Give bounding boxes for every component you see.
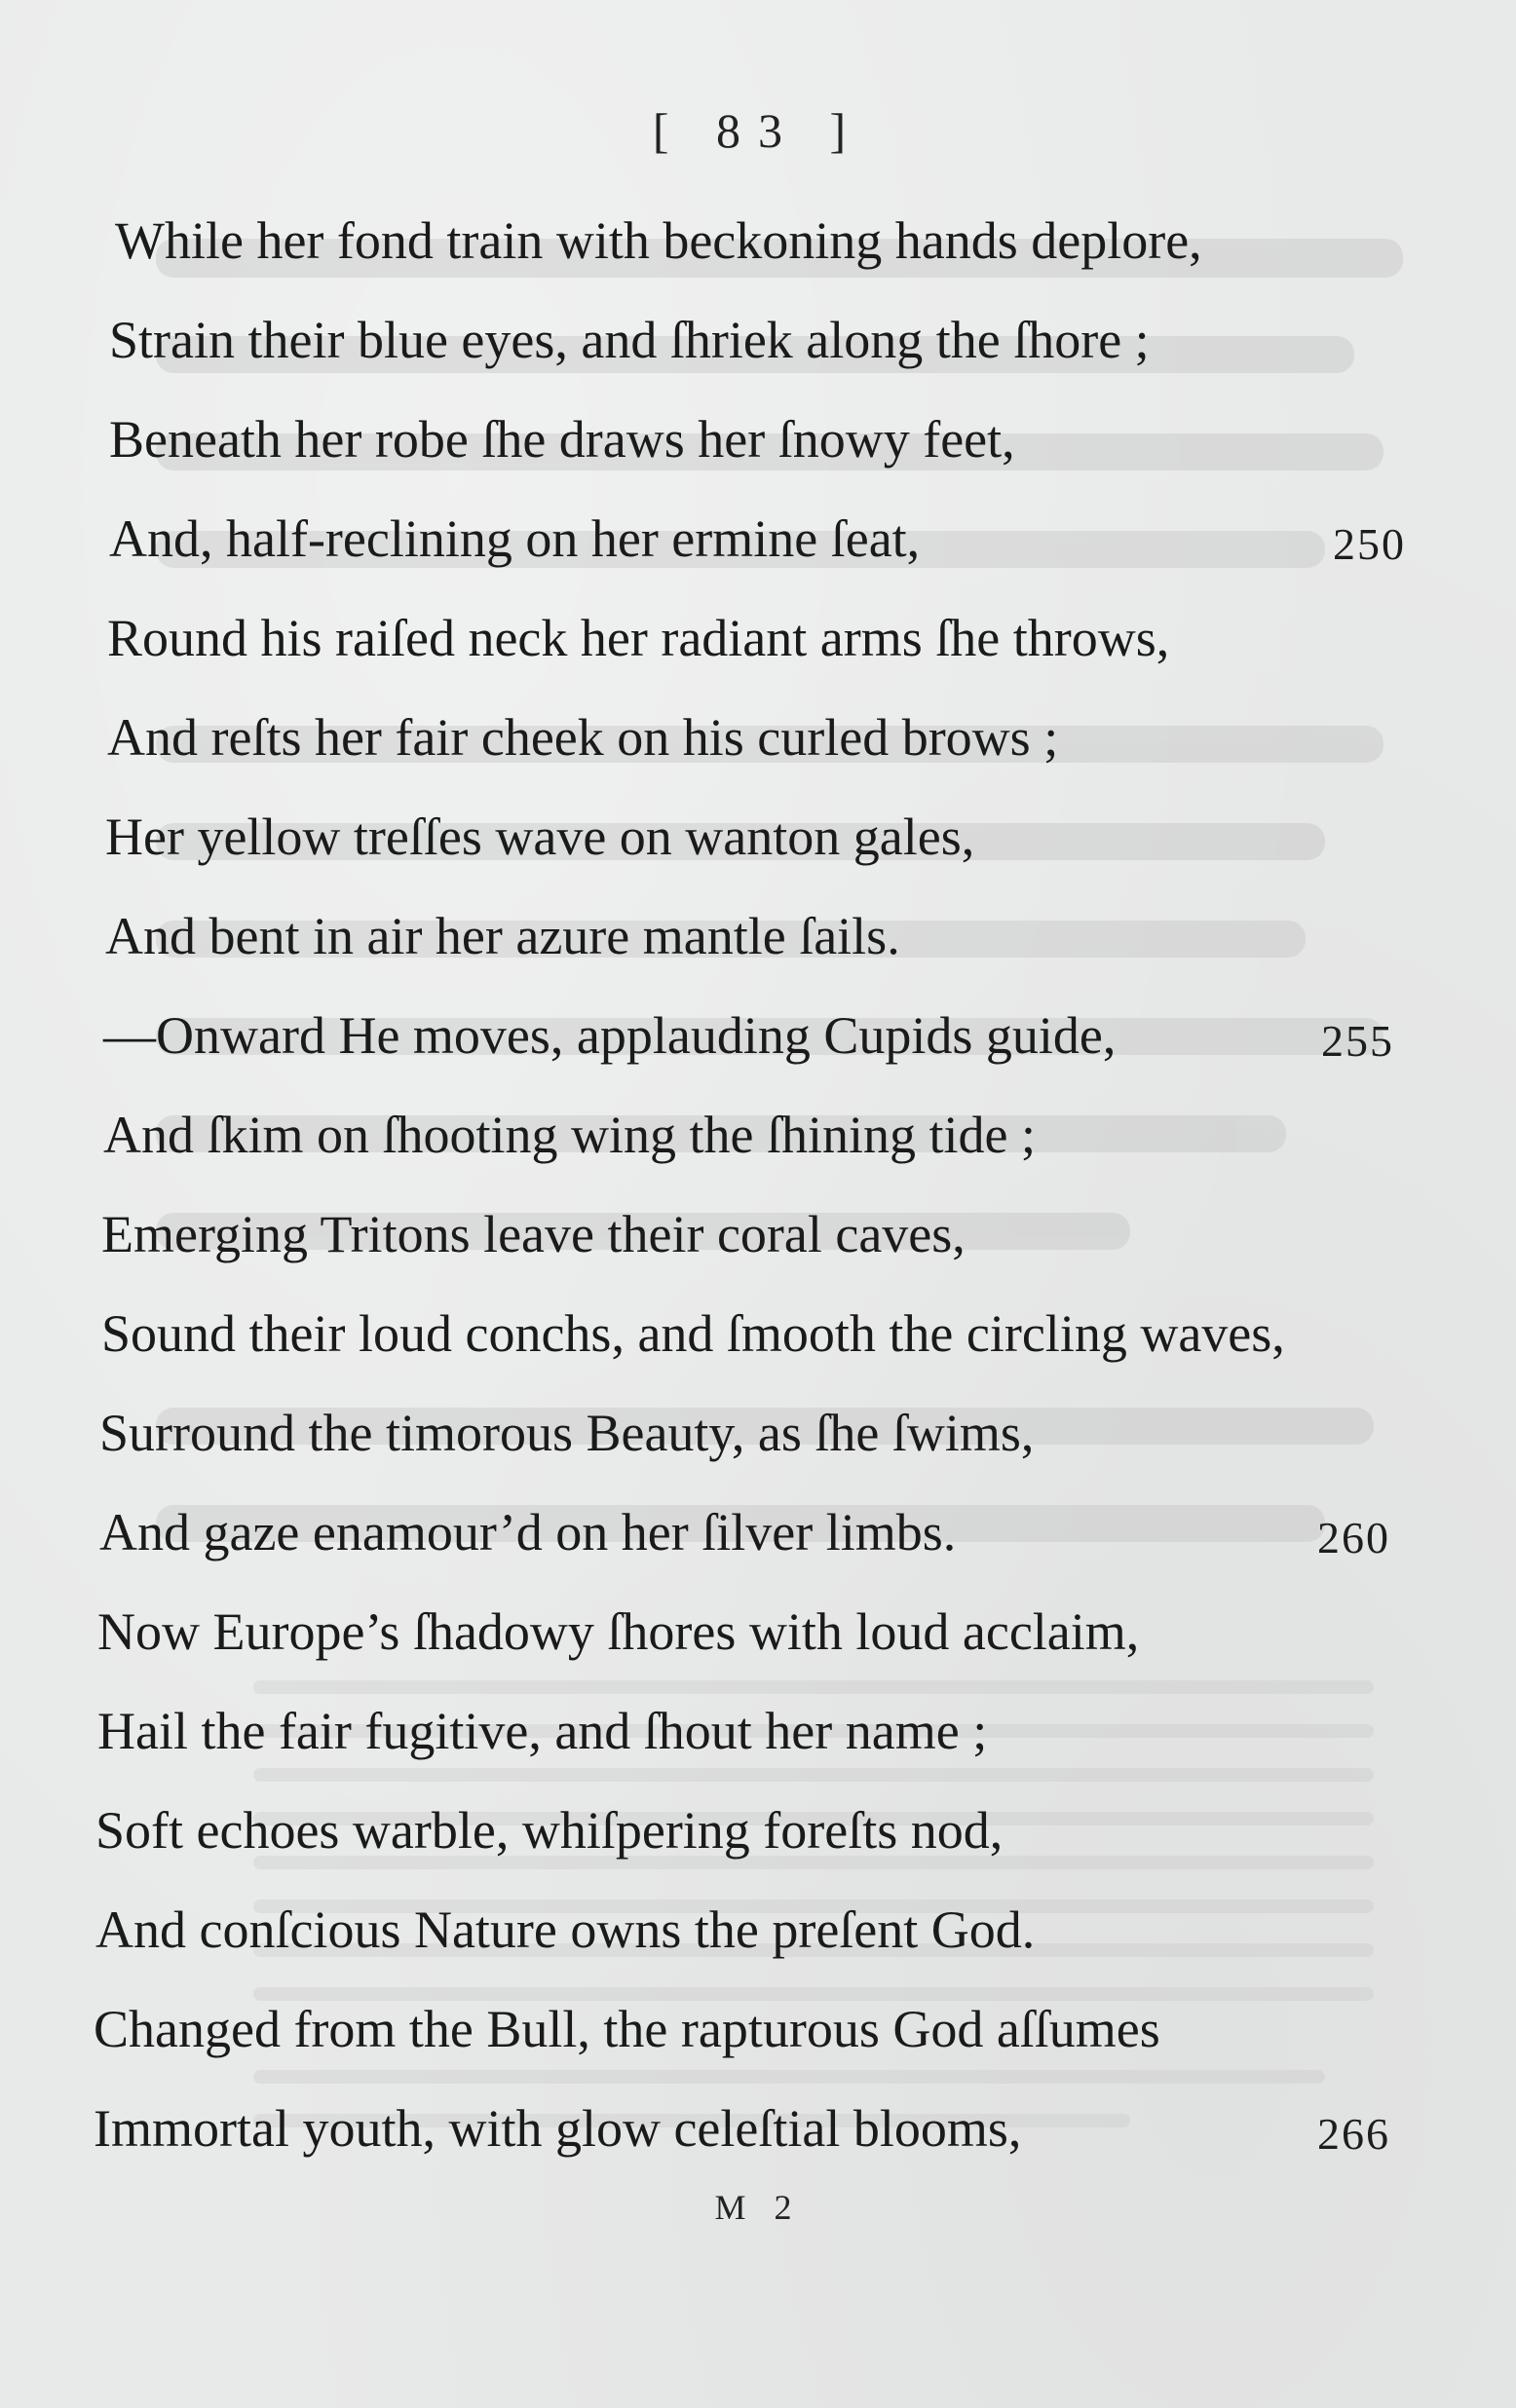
verse-line: Now Europe’s ſhadowy ſhores with loud acclaim, — [97, 1602, 1140, 1661]
page-number-header: [ 83 ] — [652, 103, 864, 158]
verse-line: —Onward He moves, applauding Cupids guide, — [103, 1006, 1117, 1065]
verse-line: Her yellow treſſes wave on wanton gales, — [105, 808, 975, 866]
verse-line: And reſts her fair cheek on his curled brows ; — [107, 708, 1059, 767]
verse-line: Soft echoes warble, whiſpering foreſts nod, — [95, 1801, 1004, 1860]
verse-line: While her fond train with beckoning hands deplore, — [115, 211, 1202, 270]
verse-line: And conſcious Nature owns the preſent God. — [95, 1900, 1036, 1959]
line-number: 260 — [1317, 1513, 1390, 1562]
verse-line: Changed from the Bull, the rapturous God aſſumes — [94, 2000, 1160, 2058]
verse-line: Strain their blue eyes, and ſhriek along the ſhore ; — [109, 311, 1150, 369]
verse-line: Sound their loud conchs, and ſmooth the circling waves, — [101, 1304, 1285, 1363]
line-number: 250 — [1333, 519, 1406, 569]
verse-line: And gaze enamour’d on her ſilver limbs. — [99, 1503, 957, 1561]
verse-line: And ſkim on ſhooting wing the ſhining tide ; — [103, 1106, 1036, 1164]
verse-line: Surround the timorous Beauty, as ſhe ſwims, — [99, 1404, 1035, 1462]
verse-line: Emerging Tritons leave their coral caves, — [101, 1205, 966, 1263]
verse-line: Beneath her robe ſhe draws her ſnowy feet, — [109, 410, 1015, 469]
verse-line: And, half-reclining on her ermine ſeat, — [109, 509, 921, 568]
line-number: 266 — [1317, 2109, 1390, 2159]
verse-line: And bent in air her azure mantle ſails. — [105, 907, 900, 965]
signature-mark: M 2 — [714, 2188, 802, 2227]
line-number: 255 — [1321, 1016, 1394, 1066]
verse-line: Round his raiſed neck her radiant arms ſhe throws, — [107, 609, 1170, 667]
verse-line: Immortal youth, with glow celeſtial blooms, — [94, 2099, 1022, 2158]
verse-line: Hail the fair fugitive, and ſhout her name ; — [97, 1702, 988, 1760]
